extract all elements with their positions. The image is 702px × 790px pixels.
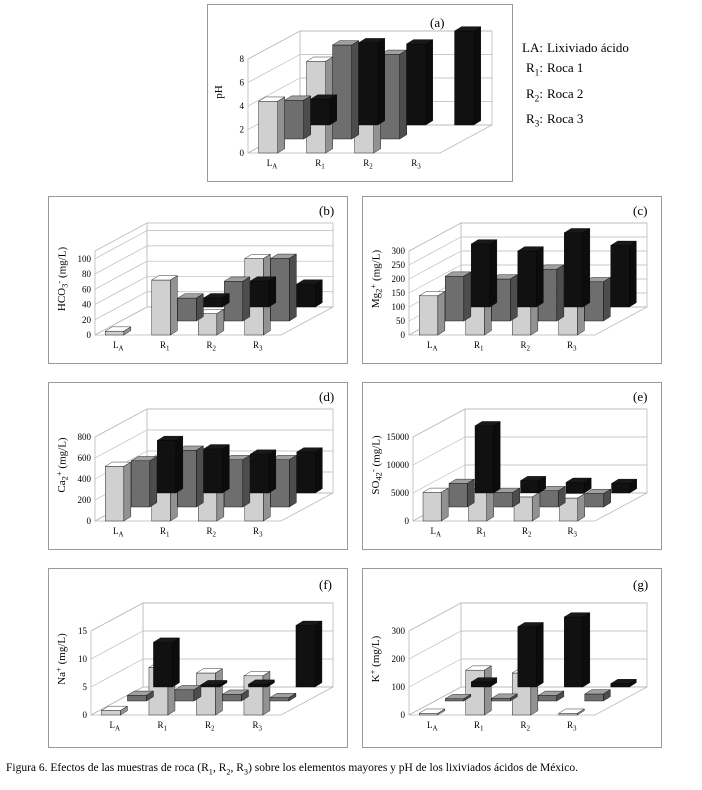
svg-text:0: 0 <box>239 148 244 159</box>
chart-f-plot <box>49 569 347 747</box>
legend-row <box>522 109 633 135</box>
svg-text:50: 50 <box>396 316 405 327</box>
svg-text:SO42- (mg/L): $SO_{42}^-$ (mg/L) <box>368 435 384 495</box>
svg-text:R2: $R_2$ <box>520 720 531 733</box>
svg-text:0: 0 <box>82 710 87 721</box>
chart-c-letter: (c) <box>633 203 648 218</box>
svg-text:100: 100 <box>391 682 405 693</box>
svg-text:100: 100 <box>391 302 405 313</box>
chart-d-svg <box>49 383 349 551</box>
chart-panel-f <box>48 568 348 748</box>
svg-text:R3: $R_3$ <box>252 526 263 539</box>
svg-text:LA: $L_A$ <box>112 526 124 539</box>
svg-text:Ca2+ (mg/L): $Ca_2^+$ (mg/L) <box>54 437 70 493</box>
chart-g-plot <box>363 569 661 747</box>
svg-text:R1: $R_1$ <box>476 526 487 539</box>
svg-text:R2: $R_2$ <box>363 158 373 171</box>
chart-a-letter: (a) <box>430 15 445 30</box>
legend-row <box>522 84 633 110</box>
chart-b-letter: (b) <box>319 203 335 218</box>
figure-caption: Figura 6. Efectos de las muestras de roca ($R_1$, $R_2$, $R_3$) sobre los elementos mayores y pH de los lixiviados ácidos de México. <box>6 762 578 777</box>
svg-text:200: 200 <box>391 654 405 665</box>
svg-text:pH: pH <box>213 85 225 99</box>
legend-key: LA: <box>522 40 543 55</box>
chart-panel-d <box>48 382 348 550</box>
svg-text:R1: $R_1$ <box>157 720 168 733</box>
legend-value: Roca 1 <box>546 60 584 75</box>
svg-text:200: 200 <box>77 495 91 506</box>
svg-text:5000: 5000 <box>391 488 409 499</box>
svg-text:R3: $R_3$ <box>252 720 263 733</box>
chart-f-letter: (f) <box>319 577 332 592</box>
svg-text:10000: 10000 <box>386 460 409 471</box>
legend-value: Roca 2 <box>546 85 584 101</box>
svg-text:5: 5 <box>82 682 87 693</box>
legend-key: $R_1$: <box>525 60 543 79</box>
legend-row <box>522 38 633 58</box>
svg-text:2: 2 <box>239 124 244 135</box>
chart-panel-b <box>48 196 348 364</box>
svg-text:300: 300 <box>391 626 405 637</box>
svg-text:150: 150 <box>391 288 405 299</box>
svg-text:600: 600 <box>77 453 91 464</box>
chart-g-letter: (g) <box>633 577 649 592</box>
svg-text:LA: $L_A$ <box>109 720 121 733</box>
chart-f-svg <box>49 569 349 749</box>
legend-row <box>522 58 633 84</box>
svg-text:8: 8 <box>239 54 244 65</box>
svg-text:400: 400 <box>77 474 91 485</box>
svg-text:60: 60 <box>82 284 91 295</box>
svg-text:R2: $R_2$ <box>206 340 217 353</box>
chart-panel-e <box>362 382 662 550</box>
chart-c-plot <box>363 197 661 363</box>
chart-b-plot <box>49 197 347 363</box>
svg-text:R3: $R_3$ <box>567 526 578 539</box>
svg-text:100: 100 <box>77 253 91 264</box>
svg-text:R3: $R_3$ <box>411 158 421 171</box>
svg-text:HCO3- (mg/L): $HCO_3^-$ (mg/L) <box>54 246 70 312</box>
chart-panel-a <box>207 4 513 182</box>
svg-text:LA: $L_A$ <box>426 720 438 733</box>
svg-text:R3: $R_3$ <box>566 720 577 733</box>
svg-text:800: 800 <box>77 432 91 443</box>
chart-d-plot <box>49 383 347 549</box>
svg-text:R2: $R_2$ <box>521 526 532 539</box>
chart-a-plot <box>208 5 512 181</box>
svg-text:40: 40 <box>82 299 91 310</box>
svg-text:R3: $R_3$ <box>566 340 577 353</box>
svg-text:10: 10 <box>78 654 87 665</box>
chart-panel-c <box>362 196 662 364</box>
svg-text:Na+ (mg/L): Na+ (mg/L) <box>53 633 68 685</box>
chart-b-svg <box>49 197 349 365</box>
svg-text:15000: 15000 <box>386 432 409 443</box>
svg-text:K+ (mg/L): K+ (mg/L) <box>367 635 382 683</box>
chart-e-svg <box>363 383 663 551</box>
svg-text:4: 4 <box>239 101 244 112</box>
svg-text:R1: $R_1$ <box>159 526 170 539</box>
svg-text:300: 300 <box>391 246 405 257</box>
svg-text:LA: $L_A$ <box>112 340 124 353</box>
svg-text:R3: $R_3$ <box>252 340 263 353</box>
svg-text:15: 15 <box>78 626 87 637</box>
svg-text:R1: $R_1$ <box>315 158 325 171</box>
chart-g-svg <box>363 569 663 749</box>
chart-d-letter: (d) <box>319 389 335 404</box>
svg-text:R2: $R_2$ <box>520 340 531 353</box>
chart-c-svg <box>363 197 663 365</box>
svg-text:LA: $L_A$ <box>430 526 442 539</box>
chart-e-letter: (e) <box>633 389 648 404</box>
legend-key: $R_3$: <box>525 111 543 130</box>
svg-text:6: 6 <box>239 77 244 88</box>
svg-text:LA: $L_A$ <box>426 340 438 353</box>
svg-text:0: 0 <box>400 710 405 721</box>
legend-table <box>522 38 633 135</box>
svg-text:250: 250 <box>391 260 405 271</box>
svg-text:200: 200 <box>391 274 405 285</box>
legend-key: $R_2$: <box>525 85 543 105</box>
svg-text:LA: $L_A$ <box>266 158 278 171</box>
chart-panel-g <box>362 568 662 748</box>
figure-legend <box>522 38 633 135</box>
chart-a-svg <box>208 5 514 183</box>
svg-text:0: 0 <box>86 516 91 527</box>
svg-text:R1: $R_1$ <box>159 340 170 353</box>
svg-text:80: 80 <box>82 269 91 280</box>
svg-text:0: 0 <box>86 330 91 341</box>
svg-text:0: 0 <box>400 330 405 341</box>
svg-text:20: 20 <box>82 314 91 325</box>
legend-value: Lixiviado ácido <box>546 40 629 55</box>
svg-text:0: 0 <box>404 516 409 527</box>
svg-text:R1: $R_1$ <box>473 720 484 733</box>
legend-value: Roca 3 <box>546 111 584 127</box>
chart-e-plot <box>363 383 661 549</box>
svg-text:Mg2+ (mg/L): $Mg_2^+$ (mg/L) <box>368 249 384 309</box>
svg-text:R1: $R_1$ <box>473 340 484 353</box>
svg-text:R2: $R_2$ <box>206 526 217 539</box>
svg-text:R2: $R_2$ <box>204 720 215 733</box>
